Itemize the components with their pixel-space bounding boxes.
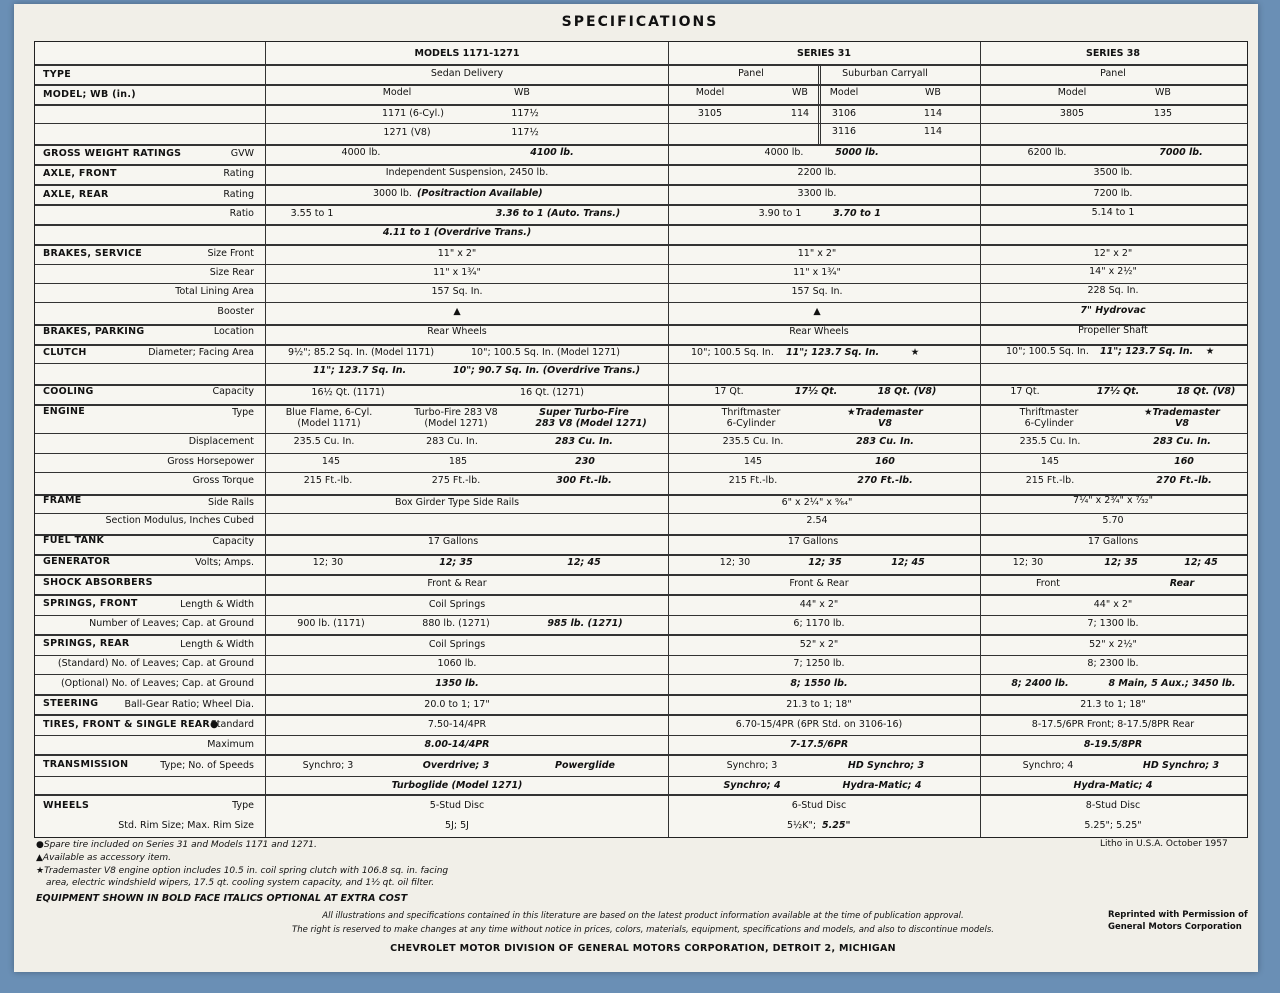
row-divider xyxy=(35,204,1247,206)
row-divider xyxy=(35,694,1247,696)
cell-axle-rear-s31-ratio-a: 3.90 to 1 xyxy=(758,208,802,219)
cell-engine-s-t2b: V8 xyxy=(1175,418,1189,429)
cell-brakes-service-s31-3: 157 Sq. In. xyxy=(791,286,843,297)
disclaimer-line-2: The right is reserved to make changes at any time without notice in prices, colors, materials, equipment, specifications and models, and also to discontinue models. xyxy=(292,925,994,935)
cell-cooling-m-a: 16½ Qt. (1171) xyxy=(311,387,385,398)
cell-brakes-service-s31-2: 11" x 1¾" xyxy=(793,267,841,278)
row-divider xyxy=(35,513,1247,514)
cell-springs-rear-s38-2: 8; 2300 lb. xyxy=(1087,658,1139,669)
page-title: SPECIFICATIONS xyxy=(561,14,719,30)
cell-steering-sub: Ball-Gear Ratio; Wheel Dia. xyxy=(124,699,254,710)
cell-engine-s-d1: 235.5 Cu. In. xyxy=(1019,436,1081,447)
cell-clutch-m-a: 9½"; 85.2 Sq. In. (Model 1171) xyxy=(288,347,435,358)
cell-axle-front-m: Independent Suspension, 2450 lb. xyxy=(385,167,549,178)
cell-engine-m-h3: 230 xyxy=(575,456,595,467)
label-wheels: WHEELS xyxy=(43,800,90,811)
cell-brakes-service-m1: 11" x 2" xyxy=(437,248,477,259)
row-divider xyxy=(35,554,1247,556)
cell-engine-s-h1: 145 xyxy=(1040,456,1060,467)
cell-brakes-service-sub2: Size Rear xyxy=(209,267,254,278)
cell-cooling-s31-a: 17 Qt. xyxy=(714,386,744,397)
cell-type-models: Sedan Delivery xyxy=(430,68,504,79)
cell-axle-rear-sub2: Ratio xyxy=(229,208,254,219)
cell-type-s38: Panel xyxy=(1100,68,1126,79)
cell-engine-s-d2: 283 Cu. In. xyxy=(1153,436,1211,447)
cell-transmission-s31-c: Synchro; 4 xyxy=(723,780,781,791)
cell-wheels-s31-1: 6-Stud Disc xyxy=(791,800,847,811)
cell-engine-m-t1a: Blue Flame, 6-Cyl. xyxy=(285,407,373,418)
label-frame: FRAME xyxy=(43,495,82,506)
row-divider xyxy=(35,453,1247,454)
cell-axle-rear-s38-rating: 7200 lb. xyxy=(1093,188,1133,199)
label-gvw: GROSS WEIGHT RATINGS xyxy=(43,148,182,159)
cell-engine-s-d2: 283 Cu. In. xyxy=(856,436,914,447)
cell-engine-m-t1b: (Model 1171) xyxy=(297,418,361,429)
cell-steering-s31: 21.3 to 1; 18" xyxy=(786,699,852,710)
cell-axle-rear-sub: Rating xyxy=(223,189,254,200)
row-divider xyxy=(35,363,1247,364)
row-divider xyxy=(35,655,1247,656)
row-divider xyxy=(35,64,1247,66)
cell-transmission-s38-b: HD Synchro; 3 xyxy=(1142,760,1220,771)
cell-springs-rear-m3: 1350 lb. xyxy=(435,678,479,689)
reprint-line-2: General Motors Corporation xyxy=(1108,922,1242,932)
cell-axle-rear-m-ratio-c: 4.11 to 1 (Overdrive Trans.) xyxy=(382,227,532,238)
column-divider xyxy=(265,42,266,837)
cell-generator-c: 12; 45 xyxy=(1184,557,1218,568)
cell-springs-rear-sub3: (Optional) No. of Leaves; Cap. at Ground xyxy=(60,678,254,689)
cell-springs-front-sub2: Number of Leaves; Cap. at Ground xyxy=(89,618,254,629)
cell-springs-rear-s38-1: 52" x 2½" xyxy=(1089,639,1137,650)
cell-axle-rear-s38-ratio: 5.14 to 1 xyxy=(1091,207,1135,218)
cell-engine-s-t2a: ★Trademaster xyxy=(847,407,923,418)
cell-brakes-service-s38-2: 14" x 2½" xyxy=(1089,266,1137,277)
cell-brakes-service-sub3: Total Lining Area xyxy=(175,286,254,297)
row-divider xyxy=(35,794,1247,796)
cell-clutch-s31-b: 11"; 123.7 Sq. In. xyxy=(786,347,880,358)
label-shock-absorbers: SHOCK ABSORBERS xyxy=(43,577,153,588)
cell-frame-s31-1: 6" x 2¼" x ⁹⁄₆₄" xyxy=(781,497,853,508)
cell-engine-s-t2a: ★Trademaster xyxy=(1144,407,1220,418)
footnote-spare-tire: ●Spare tire included on Series 31 and Models 1171 and 1271. xyxy=(36,840,317,850)
cell-frame-s31-2: 2.54 xyxy=(806,515,828,526)
cell-transmission-s31-d: Hydra-Matic; 4 xyxy=(842,780,922,791)
cell-springs-rear-s38-3b: 8 Main, 5 Aux.; 3450 lb. xyxy=(1108,678,1236,689)
cell-brakes-service-m3: 157 Sq. In. xyxy=(431,286,483,297)
footnote-trademaster: ★Trademaster V8 engine option includes 10.5 in. coil spring clutch with 106.8 sq. in. facing xyxy=(36,866,449,876)
cell-brakes-service-s31-4: ▲ xyxy=(813,306,821,317)
row-divider xyxy=(35,144,1247,146)
cell-transmission-sub: Type; No. of Speeds xyxy=(160,760,254,771)
cell-engine-m-d3: 283 Cu. In. xyxy=(555,436,613,447)
cell-brakes-service-sub4: Booster xyxy=(217,306,254,317)
row-divider xyxy=(35,123,1247,124)
cell-type-s31-carryall: Suburban Carryall xyxy=(842,68,928,79)
head-model-2: Model xyxy=(695,87,725,98)
cell-engine-s-q1: 215 Ft.-lb. xyxy=(1025,475,1075,486)
cell-generator-sub: Volts; Amps. xyxy=(195,557,254,568)
cell-model-wb-s38-wb: 135 xyxy=(1153,108,1173,119)
cell-brakes-service-s38-3: 228 Sq. In. xyxy=(1087,285,1139,296)
cell-tires-s38-2: 8-19.5/8PR xyxy=(1083,739,1143,750)
header-series-31: SERIES 31 xyxy=(796,48,852,59)
header-models: MODELS 1171-1271 xyxy=(414,48,520,59)
cell-generator-a: 12; 30 xyxy=(719,557,751,568)
cell-tires-sub2: Maximum xyxy=(207,739,254,750)
cell-model-wb-m1-wb: 117½ xyxy=(511,108,539,119)
label-brakes-parking: BRAKES, PARKING xyxy=(43,326,145,337)
cell-clutch-s38-a: 10"; 100.5 Sq. In. xyxy=(1006,346,1089,357)
head-model-1: Model xyxy=(382,87,412,98)
cell-tires-m2: 8.00-14/4PR xyxy=(424,739,490,750)
row-divider xyxy=(35,594,1247,596)
cell-frame-s38-2: 5.70 xyxy=(1102,515,1124,526)
cell-model-wb-c2-wb: 114 xyxy=(923,126,943,137)
cell-axle-front-s31: 2200 lb. xyxy=(797,167,837,178)
cell-engine-m-t3a: Super Turbo-Fire xyxy=(539,407,629,418)
head-model-3: Model xyxy=(829,87,859,98)
cell-fuel-s31: 17 Gallons xyxy=(787,536,839,547)
cell-axle-rear-m-rating: 3000 lb. xyxy=(373,188,412,199)
column-divider xyxy=(818,64,819,144)
cell-gvw-s31-b: 5000 lb. xyxy=(835,147,879,158)
cell-engine-sub3: Gross Horsepower xyxy=(167,456,254,467)
cell-axle-front-s38: 3500 lb. xyxy=(1093,167,1133,178)
row-divider xyxy=(35,776,1247,777)
label-springs-rear: SPRINGS, REAR xyxy=(43,638,130,649)
cell-wheels-s38-2: 5.25"; 5.25" xyxy=(1084,820,1142,831)
cell-engine-m-q3: 300 Ft.-lb. xyxy=(556,475,612,486)
cell-springs-rear-sub1: Length & Width xyxy=(180,639,254,650)
cell-clutch-m-c: 11"; 123.7 Sq. In. xyxy=(313,365,407,376)
cell-engine-m-t2a: Turbo-Fire 283 V8 xyxy=(414,407,498,418)
cell-engine-sub4: Gross Torque xyxy=(192,475,254,486)
cell-gvw-m-a: 4000 lb. xyxy=(341,147,381,158)
column-divider xyxy=(668,42,669,837)
cell-springs-front-m2b: 880 lb. (1271) xyxy=(422,618,490,629)
cell-springs-rear-s31-2: 7; 1250 lb. xyxy=(793,658,845,669)
head-wb-2: WB xyxy=(792,87,808,98)
cell-engine-m-d2: 283 Cu. In. xyxy=(426,436,478,447)
cell-engine-m-h1: 145 xyxy=(321,456,341,467)
cell-generator-a: 12; 30 xyxy=(1012,557,1044,568)
cell-transmission-s31-b: HD Synchro; 3 xyxy=(847,760,925,771)
cell-engine-s-t1b: 6-Cylinder xyxy=(1024,418,1074,429)
cell-model-wb-s38-model: 3805 xyxy=(1059,108,1085,119)
cell-gvw-s31-a: 4000 lb. xyxy=(764,147,804,158)
cell-shock-m: Front & Rear xyxy=(427,578,487,589)
star-icon: ★ xyxy=(1205,346,1215,357)
cell-generator-b: 12; 35 xyxy=(808,557,842,568)
row-divider xyxy=(35,244,1247,246)
cell-model-wb-p-model: 3105 xyxy=(697,108,723,119)
label-axle-front: AXLE, FRONT xyxy=(43,168,117,179)
label-cooling: COOLING xyxy=(43,386,94,397)
cell-engine-s-q1: 215 Ft.-lb. xyxy=(728,475,778,486)
cell-clutch-s31-a: 10"; 100.5 Sq. In. xyxy=(691,347,774,358)
cell-springs-rear-s31-1: 52" x 2" xyxy=(799,639,839,650)
cell-transmission-s31-a: Synchro; 3 xyxy=(726,760,778,771)
cell-engine-s-q2: 270 Ft.-lb. xyxy=(1156,475,1212,486)
row-divider xyxy=(35,184,1247,186)
cell-generator-a: 12; 30 xyxy=(312,557,344,568)
cell-springs-front-sub1: Length & Width xyxy=(180,599,254,610)
cell-axle-rear-m-ratio-b: 3.36 to 1 (Auto. Trans.) xyxy=(495,208,621,219)
cell-brakes-service-s38-4: 7" Hydrovac xyxy=(1080,305,1146,316)
cell-brakes-service-sub1: Size Front xyxy=(207,248,254,259)
cell-tires-s38-1: 8-17.5/6PR Front; 8-17.5/8PR Rear xyxy=(1031,719,1195,730)
cell-generator-c: 12; 45 xyxy=(567,557,601,568)
cell-steering-s38: 21.3 to 1; 18" xyxy=(1080,699,1146,710)
cell-transmission-m-d: Turboglide (Model 1271) xyxy=(391,780,523,791)
column-divider xyxy=(980,42,981,837)
cell-brakes-parking-sub: Location xyxy=(213,326,254,337)
head-wb-3: WB xyxy=(925,87,941,98)
cell-springs-front-m2a: 900 lb. (1171) xyxy=(297,618,365,629)
cell-steering-m: 20.0 to 1; 17" xyxy=(424,699,490,710)
cell-transmission-s38-c: Hydra-Matic; 4 xyxy=(1073,780,1153,791)
head-wb-1: WB xyxy=(514,87,530,98)
header-series-38: SERIES 38 xyxy=(1085,48,1141,59)
cell-shock-s38-b: Rear xyxy=(1169,578,1195,589)
reprint-line-1: Reprinted with Permission of xyxy=(1108,910,1248,920)
cell-brakes-service-s31-1: 11" x 2" xyxy=(797,248,837,259)
row-divider xyxy=(35,104,1247,106)
label-steering: STEERING xyxy=(43,698,99,709)
cell-fuel-s38: 17 Gallons xyxy=(1087,536,1139,547)
cell-cooling-s38-a: 17 Qt. xyxy=(1010,386,1040,397)
row-divider xyxy=(35,615,1247,616)
row-divider xyxy=(35,472,1247,473)
cell-transmission-s38-a: Synchro; 4 xyxy=(1022,760,1074,771)
cell-tires-sub1: Standard xyxy=(210,719,254,730)
cell-model-wb-m1-model: 1171 (6-Cyl.) xyxy=(382,108,444,119)
cell-frame-sub1: Side Rails xyxy=(207,497,254,508)
cell-axle-front-sub: Rating xyxy=(223,168,254,179)
label-generator: GENERATOR xyxy=(43,556,111,567)
cell-engine-sub1: Type xyxy=(232,407,254,418)
row-divider xyxy=(35,674,1247,675)
cell-engine-sub2: Displacement xyxy=(188,436,254,447)
cell-gvw-sub: GVW xyxy=(230,148,254,159)
cell-generator-b: 12; 35 xyxy=(1104,557,1138,568)
label-springs-front: SPRINGS, FRONT xyxy=(43,598,138,609)
cell-model-wb-c1-model: 3106 xyxy=(831,108,857,119)
label-transmission: TRANSMISSION xyxy=(43,759,129,770)
row-divider xyxy=(35,164,1247,166)
cell-engine-m-d1: 235.5 Cu. In. xyxy=(293,436,355,447)
cell-shock-s38-a: Front xyxy=(1035,578,1061,589)
label-model-wb: MODEL; WB (in.) xyxy=(43,89,136,100)
head-wb-4: WB xyxy=(1155,87,1171,98)
row-divider xyxy=(35,433,1247,434)
cell-fuel-sub: Capacity xyxy=(212,536,254,547)
cell-engine-m-q1: 215 Ft.-lb. xyxy=(303,475,353,486)
row-divider xyxy=(35,634,1247,636)
cell-engine-s-h2: 160 xyxy=(1174,456,1194,467)
label-type: TYPE xyxy=(43,69,72,80)
row-divider xyxy=(35,735,1247,736)
cell-engine-m-q2: 275 Ft.-lb. xyxy=(431,475,481,486)
cell-clutch-sub: Diameter; Facing Area xyxy=(148,347,254,358)
cell-frame-s38-1: 7¼" x 2¾" x ⁷⁄₃₂" xyxy=(1073,495,1153,506)
cell-generator-c: 12; 45 xyxy=(891,557,925,568)
cell-brakes-service-m4: ▲ xyxy=(453,306,461,317)
cell-clutch-m-d: 10"; 90.7 Sq. In. (Overdrive Trans.) xyxy=(453,365,641,376)
cell-cooling-sub: Capacity xyxy=(212,386,254,397)
cell-engine-s-t1b: 6-Cylinder xyxy=(726,418,776,429)
cell-springs-rear-m1: Coil Springs xyxy=(428,639,486,650)
cell-brakes-parking-s31: Rear Wheels xyxy=(789,326,849,337)
row-divider xyxy=(35,283,1247,284)
cell-wheels-m2: 5J; 5J xyxy=(445,820,469,831)
cell-wheels-sub1: Type xyxy=(232,800,254,811)
column-divider xyxy=(820,64,821,144)
cell-axle-rear-m-rating-b: (Positraction Available) xyxy=(417,188,543,199)
cell-springs-front-s38-2: 7; 1300 lb. xyxy=(1087,618,1139,629)
cell-engine-s-d1: 235.5 Cu. In. xyxy=(722,436,784,447)
row-divider xyxy=(35,302,1247,303)
footnote-trademaster-cont: area, electric windshield wipers, 17.5 qt. cooling system capacity, and 1½ qt. oil filter. xyxy=(46,878,435,888)
cell-brakes-parking-s38: Propeller Shaft xyxy=(1078,325,1148,336)
cell-springs-front-m1: Coil Springs xyxy=(428,599,486,610)
disclaimer-line-1: All illustrations and specifications contained in this literature are based on the latest product information available at the time of publication approval. xyxy=(322,911,964,921)
cell-tires-s31-1: 6.70-15/4PR (6PR Std. on 3106-16) xyxy=(735,719,903,730)
cell-springs-front-s31-1: 44" x 2" xyxy=(799,599,839,610)
cell-engine-s-t1a: Thriftmaster xyxy=(721,407,781,418)
cell-cooling-s31-b: 17½ Qt. xyxy=(794,386,838,397)
cell-springs-rear-s38-3a: 8; 2400 lb. xyxy=(1011,678,1069,689)
cell-engine-s-t2b: V8 xyxy=(878,418,892,429)
cell-wheels-s31-2b: 5.25" xyxy=(822,820,851,831)
label-engine: ENGINE xyxy=(43,406,86,417)
label-clutch: CLUTCH xyxy=(43,347,87,358)
cell-wheels-sub2: Std. Rim Size; Max. Rim Size xyxy=(118,820,254,831)
litho-note: Litho in U.S.A. October 1957 xyxy=(1100,839,1228,849)
cell-gvw-m-b: 4100 lb. xyxy=(530,147,574,158)
cell-springs-rear-s31-3: 8; 1550 lb. xyxy=(790,678,848,689)
cell-brakes-service-m2: 11" x 1¾" xyxy=(433,267,481,278)
head-model-4: Model xyxy=(1057,87,1087,98)
cell-frame-sub2: Section Modulus, Inches Cubed xyxy=(105,515,254,526)
spec-table xyxy=(34,41,1248,838)
cell-transmission-m-b: Overdrive; 3 xyxy=(422,760,490,771)
cell-axle-rear-s31-ratio-b: 3.70 to 1 xyxy=(833,208,881,219)
cell-shock-s31: Front & Rear xyxy=(789,578,849,589)
cell-clutch-m-b: 10"; 100.5 Sq. In. (Model 1271) xyxy=(471,347,620,358)
cell-gvw-s38-a: 6200 lb. xyxy=(1027,147,1067,158)
cell-transmission-m-a: Synchro; 3 xyxy=(302,760,354,771)
row-divider xyxy=(35,84,1247,86)
cell-engine-m-t2b: (Model 1271) xyxy=(424,418,488,429)
cell-axle-rear-s31-rating: 3300 lb. xyxy=(797,188,837,199)
cell-gvw-s38-b: 7000 lb. xyxy=(1159,147,1203,158)
cell-wheels-s31-2a: 5½K"; xyxy=(787,820,817,831)
cell-springs-rear-m2: 1060 lb. xyxy=(437,658,477,669)
cell-fuel-m: 17 Gallons xyxy=(427,536,479,547)
cell-cooling-s31-c: 18 Qt. (V8) xyxy=(877,386,937,397)
row-divider xyxy=(35,574,1247,576)
cell-engine-s-t1a: Thriftmaster xyxy=(1019,407,1079,418)
label-fuel-tank: FUEL TANK xyxy=(43,535,105,546)
cell-frame-m: Box Girder Type Side Rails xyxy=(394,497,520,508)
cell-wheels-s38-1: 8-Stud Disc xyxy=(1085,800,1141,811)
row-divider xyxy=(35,494,1247,496)
star-icon: ★ xyxy=(910,347,920,358)
cell-wheels-m1: 5-Stud Disc xyxy=(429,800,485,811)
cell-springs-front-s31-2: 6; 1170 lb. xyxy=(793,618,845,629)
cell-model-wb-p-wb: 114 xyxy=(790,108,810,119)
label-axle-rear: AXLE, REAR xyxy=(43,189,109,200)
cell-engine-m-t3b: 283 V8 (Model 1271) xyxy=(535,418,647,429)
cell-cooling-s38-b: 17½ Qt. xyxy=(1096,386,1140,397)
cell-axle-rear-m-ratio-a: 3.55 to 1 xyxy=(290,208,334,219)
cell-clutch-s38-b: 11"; 123.7 Sq. In. xyxy=(1100,346,1194,357)
division-line: CHEVROLET MOTOR DIVISION OF GENERAL MOTORS CORPORATION, DETROIT 2, MICHIGAN xyxy=(390,943,896,954)
cell-engine-m-h2: 185 xyxy=(448,456,468,467)
label-tires: TIRES, FRONT & SINGLE REAR● xyxy=(43,719,219,730)
row-divider xyxy=(35,754,1247,756)
label-brakes-service: BRAKES, SERVICE xyxy=(43,248,143,259)
row-divider xyxy=(35,224,1247,226)
cell-brakes-parking-m: Rear Wheels xyxy=(427,326,487,337)
cell-engine-s-h2: 160 xyxy=(875,456,895,467)
cell-model-wb-c2-model: 3116 xyxy=(831,126,857,137)
cell-model-wb-m2-wb: 117½ xyxy=(511,127,539,138)
cell-brakes-service-s38-1: 12" x 2" xyxy=(1093,248,1133,259)
cell-tires-m1: 7.50-14/4PR xyxy=(427,719,487,730)
cell-engine-s-h1: 145 xyxy=(743,456,763,467)
cell-springs-front-s38-1: 44" x 2" xyxy=(1093,599,1133,610)
cell-model-wb-c1-wb: 114 xyxy=(923,108,943,119)
row-divider xyxy=(35,264,1247,265)
footnote-accessory: ▲Available as accessory item. xyxy=(36,853,172,863)
cell-generator-b: 12; 35 xyxy=(439,557,473,568)
cell-springs-front-m2c: 985 lb. (1271) xyxy=(547,618,623,629)
cell-springs-rear-sub2: (Standard) No. of Leaves; Cap. at Ground xyxy=(57,658,254,669)
equipment-note: EQUIPMENT SHOWN IN BOLD FACE ITALICS OPTIONAL AT EXTRA COST xyxy=(36,893,408,904)
cell-tires-s31-2: 7-17.5/6PR xyxy=(789,739,849,750)
cell-cooling-s38-c: 18 Qt. (V8) xyxy=(1176,386,1236,397)
cell-type-s31-panel: Panel xyxy=(738,68,764,79)
cell-engine-s-q2: 270 Ft.-lb. xyxy=(857,475,913,486)
cell-transmission-m-c: Powerglide xyxy=(555,760,615,771)
cell-cooling-m-b: 16 Qt. (1271) xyxy=(520,387,584,398)
row-divider xyxy=(35,714,1247,716)
row-divider xyxy=(35,404,1247,406)
cell-model-wb-m2-model: 1271 (V8) xyxy=(383,127,431,138)
